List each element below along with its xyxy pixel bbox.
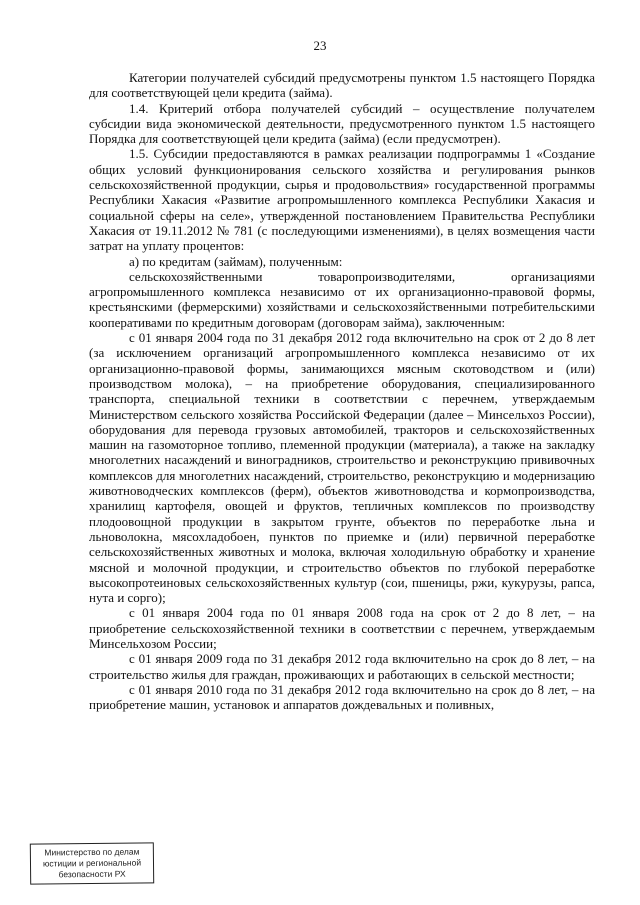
paragraph: с 01 января 2010 года по 31 декабря 2012 года включительно на срок до 8 лет, – на приобретение машин, установок и аппаратов дождевальных и поливных, — [89, 681, 595, 713]
stamp-line: Министерство по делам — [44, 846, 140, 858]
stamp-line: юстиции и региональной — [42, 857, 142, 869]
stamp-line: безопасности РХ — [58, 868, 126, 880]
page-number: 23 — [313, 38, 327, 53]
paragraph: 1.5. Субсидии предоставляются в рамках реализации подпрограммы 1 «Создание общих условий функционирования сельского хозяйства и регулирования рынков сельскохозяйственной продукции, сырья и продовольствия» государственной программы Республики Хакасия «Развитие агропромышленного комплекса Республики Хакасия и социальной сферы на селе», утвержденной постановлением Правительства Республики Хакасия от 19.11.2012 № 781 (с последующими изменениями), в целях возмещения части затрат на уплату процентов: — [89, 146, 595, 254]
document-body — [89, 70, 595, 712]
paragraph: Категории получателей субсидий предусмотрены пунктом 1.5 настоящего Порядка для соответствующей цели кредита (займа). — [89, 70, 595, 101]
paragraph: а) по кредитам (займам), полученным: — [129, 253, 343, 269]
paragraph: с 01 января 2004 года по 31 декабря 2012 года включительно на срок от 2 до 8 лет (за исключением организаций агропромышленного комплекса независимо от их организационно-правовой формы, занимающихся мясным скотоводством и (или) производством молока), – на приобретение оборудования, специализированного транспорта, специальной техники в соответствии с перечнем, утверждаемым Министерством сельского хозяйства Российской Федерации (далее – Минсельхоз России), оборудования для перевода грузовых автомобилей, тракторов и сельскохозяйственных машин на газомоторное топливо, племенной продукции (материала), а также на закладку многолетних насаждений и виноградников, строительство и реконструкцию прививочных комплексов для многолетних насаждений, строительство, реконструкцию и модернизацию животноводческих комплексов (ферм), объектов животноводства и кормопроизводства, хранилищ картофеля, овощей и фруктов, тепличных комплексов по производству плодоовощной продукции в закрытом грунте, объектов по переработке льна и льноволокна, мясохладобоен, пунктов по приемке и (или) первичной переработке сельскохозяйственных животных и молока, включая холодильную обработку и хранение мясной и молочной продукции, и строительство объектов по глубокой переработке высокопротеиновых сельскохозяйственных культур (сои, пшеницы, ржи, кукурузы, рапса, нута и сорго); — [89, 330, 595, 606]
paragraph: с 01 января 2009 года по 31 декабря 2012 года включительно на срок до 8 лет, – на строительство жилья для граждан, проживающих и работающих в сельской местности; — [89, 651, 595, 682]
paragraph: 1.4. Критерий отбора получателей субсидий – осуществление получателем субсидии вида экономической деятельности, предусмотренного пунктом 1.5 настоящего Порядка для соответствующей цели кредита (займа) (если предусмотрен). — [89, 100, 595, 147]
paragraph: сельскохозяйственными товаропроизводителями, организациями агропромышленного комплекса независимо от их организационно-правовой формы, крестьянскими (фермерскими) хозяйствами и сельскохозяйственными потребительскими кооперативами по кредитным договорам (договорам займа), заключенным: — [89, 268, 595, 330]
ministry-stamp — [30, 842, 154, 884]
paragraph: с 01 января 2004 года по 01 января 2008 года на срок от 2 до 8 лет, – на приобретение сельскохозяйственной техники в соответствии с перечнем, утверждаемым Минсельхозом России; — [89, 605, 595, 651]
